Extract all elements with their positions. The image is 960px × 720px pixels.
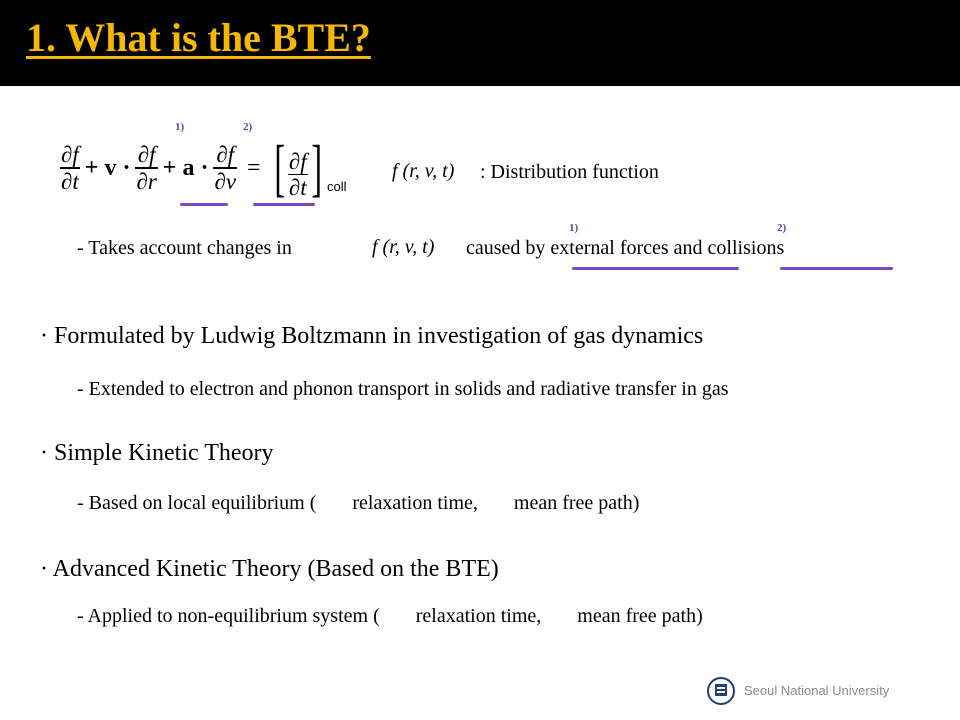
denominator: ∂v [214, 168, 237, 194]
section-heading-advanced-kinetic: · Advanced Kinetic Theory (Based on the BTE) [40, 556, 499, 582]
takes-marker-2: 2) [777, 222, 787, 234]
section-sub-extended: - Extended to electron and phonon transport in solids and radiative transfer in gas [77, 378, 729, 400]
numerator: ∂f [61, 142, 79, 168]
takes-account-prefix: - Takes account changes in [77, 237, 292, 259]
section-sub-non-equilibrium: - Applied to non-equilibrium system ( relaxation time, mean free path) [77, 605, 703, 627]
distribution-function-symbol: f (r, v, t) [392, 160, 455, 182]
underline-external-forces [572, 267, 739, 270]
numerator: ∂f [216, 142, 235, 168]
plus-a-term: + a · [162, 154, 209, 181]
footer-university: Seoul National University [744, 683, 890, 698]
coll-subscript: coll [326, 179, 347, 194]
underline-term-2 [253, 203, 315, 206]
marker-2: 2) [243, 121, 253, 133]
underline-term-1 [180, 203, 228, 206]
denominator: ∂t [61, 168, 79, 194]
bte-equation [58, 132, 347, 203]
numerator: ∂f [137, 142, 156, 168]
section-heading-boltzmann: · Formulated by Ludwig Boltzmann in investigation of gas dynamics [40, 323, 704, 349]
section-sub-local-equilibrium: - Based on local equilibrium ( relaxation time, mean free path) [77, 492, 640, 514]
df-dr-fraction [135, 142, 157, 194]
takes-account-symbol: f (r, v, t) [372, 236, 435, 258]
underline-collisions [780, 267, 893, 270]
plus-v-term: + v · [84, 154, 131, 181]
snu-emblem-icon [706, 676, 736, 706]
marker-1: 1) [175, 121, 185, 133]
section-heading-simple-kinetic: · Simple Kinetic Theory [40, 440, 274, 466]
distribution-function-label: : Distribution function [480, 161, 659, 183]
df-dt-fraction [60, 142, 80, 194]
collision-term: [ $\frac{\partial f}{\partial t}$ ] coll [273, 132, 347, 203]
takes-marker-1: 1) [569, 222, 579, 234]
df-dv-fraction [213, 142, 237, 194]
equals-sign: = [247, 154, 261, 181]
slide-title: 1. What is the BTE? [26, 15, 371, 60]
denominator: ∂r [136, 168, 157, 194]
takes-account-suffix: caused by external forces and collisions [466, 237, 785, 259]
